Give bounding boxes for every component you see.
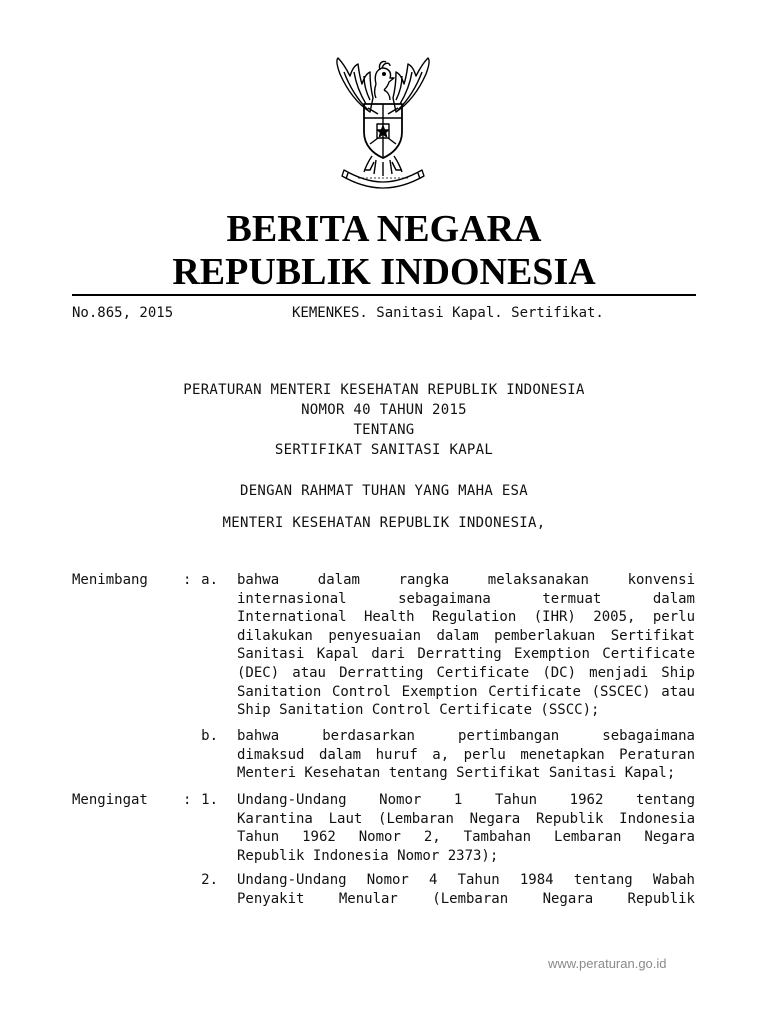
text-line: Undang-Undang Nomor 1 Tahun 1962 tentang: [237, 792, 695, 808]
text-line: Menteri Kesehatan tentang Sertifikat Sanitasi Kapal;: [237, 765, 676, 782]
menimbang-item-a-marker: a.: [201, 572, 218, 588]
issue-topic: KEMENKES. Sanitasi Kapal. Sertifikat.: [292, 305, 604, 321]
mengingat-item-2: [237, 871, 695, 908]
menimbang-colon: :: [183, 572, 192, 588]
issue-number: No.865, 2015: [72, 305, 174, 321]
invocation: DENGAN RAHMAT TUHAN YANG MAHA ESA: [239, 483, 529, 499]
mengingat-item-2-marker: 2.: [201, 872, 218, 888]
text-line: Republik Indonesia Nomor 2373);: [237, 847, 499, 864]
mengingat-label: Mengingat: [72, 792, 148, 808]
mengingat-item-1-marker: 1.: [201, 792, 218, 808]
text-line: Tahun 1962 Nomor 2, Tambahan Lembaran Negara: [237, 829, 695, 846]
text-line: Penyakit Menular (Lembaran Negara Republik: [237, 890, 695, 907]
regulation-title: [72, 380, 696, 460]
text-line: International Health Regulation (IHR) 2005, perlu: [237, 609, 695, 626]
text-line: Sanitasi Kapal dari Derratting Exemption Certificate: [237, 646, 695, 663]
footer-website-link[interactable]: www.peraturan.go.id: [548, 956, 667, 971]
masthead-title-line2: REPUBLIK INDONESIA: [172, 251, 596, 293]
text-line: Karantina Laut (Lembaran Negara Republik Indonesia: [237, 810, 695, 827]
menimbang-item-a: [237, 571, 695, 720]
text-line: bahwa berdasarkan pertimbangan sebagaimana: [237, 728, 695, 744]
mengingat-item-1: [237, 791, 695, 865]
text-line: (DEC) atau Derratting Certificate (DC) menjadi Ship: [237, 664, 695, 681]
text-line: Undang-Undang Nomor 4 Tahun 1984 tentang Wabah: [237, 872, 695, 888]
regulation-title-line1: PERATURAN MENTERI KESEHATAN REPUBLIK INDONESIA: [183, 382, 585, 398]
text-line: dimaksud dalam huruf a, perlu menetapkan Peraturan: [237, 746, 695, 763]
issuer: MENTERI KESEHATAN REPUBLIK INDONESIA,: [222, 515, 546, 531]
menimbang-label: Menimbang: [72, 572, 148, 588]
mengingat-colon: :: [183, 792, 192, 808]
masthead-title-line1: BERITA NEGARA: [226, 208, 542, 250]
text-line: internasional sebagaimana termuat dalam: [237, 590, 695, 607]
regulation-title-line4: SERTIFIKAT SANITASI KAPAL: [274, 442, 494, 458]
menimbang-item-b-marker: b.: [201, 728, 218, 744]
menimbang-item-b: [237, 727, 695, 783]
text-line: bahwa dalam rangka melaksanakan konvensi: [237, 572, 695, 588]
text-line: dilakukan penyesuaian dalam pemberlakuan Sertifikat: [237, 627, 695, 644]
text-line: Sanitation Control Exemption Certificate (SSCEC) atau: [237, 683, 695, 700]
regulation-title-line2: NOMOR 40 TAHUN 2015: [301, 402, 467, 418]
garuda-emblem-icon: [318, 54, 448, 190]
masthead-divider: [72, 294, 696, 296]
text-line: Ship Sanitation Control Certificate (SSCC);: [237, 702, 600, 719]
regulation-title-line3: TENTANG: [353, 422, 415, 438]
